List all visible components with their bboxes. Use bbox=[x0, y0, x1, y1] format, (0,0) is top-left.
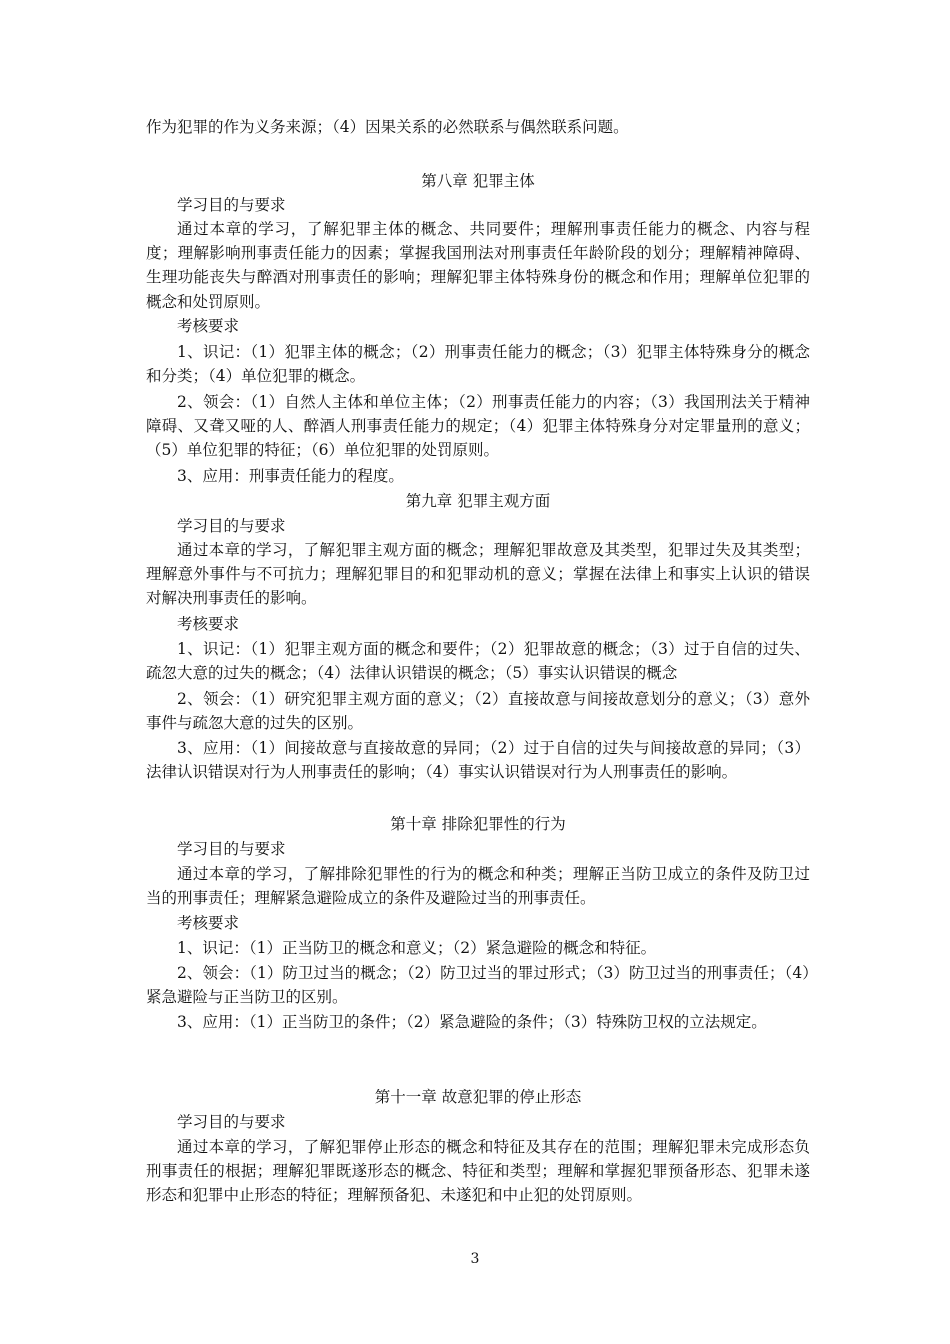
paragraph-continuation: 作为犯罪的作为义务来源；（4）因果关系的必然联系与偶然联系问题。 bbox=[146, 118, 629, 136]
chapter-8-comprehend: 2、领会：（1）自然人主体和单位主体；（2）刑事责任能力的内容；（3）我国刑法关于精神障碍、又聋又哑的人、醉酒人刑事责任能力的规定；（4）犯罪主体特殊身分对定罪量刑的意义；（5）单位犯罪的特征；（6）单位犯罪的处罚原则。 bbox=[146, 393, 810, 460]
chapter-9-assessment-label: 考核要求 bbox=[177, 615, 240, 633]
chapter-8-recall: 1、识记：（1）犯罪主体的概念；（2）刑事责任能力的概念；（3）犯罪主体特殊身分的概念和分类；（4）单位犯罪的概念。 bbox=[146, 343, 810, 386]
chapter-9-goals-label: 学习目的与要求 bbox=[177, 517, 286, 535]
chapter-9-goals-text: 通过本章的学习，了解犯罪主观方面的概念；理解犯罪故意及其类型，犯罪过失及其类型；理解意外事件与不可抗力；理解犯罪目的和犯罪动机的意义；掌握在法律上和事实上认识的错误对解决刑事责任的影响。 bbox=[146, 541, 810, 608]
chapter-11-goals-text: 通过本章的学习，了解犯罪停止形态的概念和特征及其存在的范围；理解犯罪未完成形态负刑事责任的根据；理解犯罪既遂形态的概念、特征和类型；理解和掌握犯罪预备形态、犯罪未遂形态和犯罪中止形态的特征；理解预备犯、未遂犯和中止犯的处罚原则。 bbox=[146, 1138, 810, 1205]
chapter-10-goals-label: 学习目的与要求 bbox=[177, 840, 286, 858]
chapter-8-goals-text: 通过本章的学习，了解犯罪主体的概念、共同要件；理解刑事责任能力的概念、内容与程度；理解影响刑事责任能力的因素；掌握我国刑法对刑事责任年龄阶段的划分；理解精神障碍、生理功能丧失与醉酒对刑事责任的影响；理解犯罪主体特殊身份的概念和作用；理解单位犯罪的概念和处罚原则。 bbox=[146, 220, 810, 311]
chapter-9-apply: 3、应用：（1）间接故意与直接故意的异同；（2）过于自信的过失与间接故意的异同；（3）法律认识错误对行为人刑事责任的影响；（4）事实认识错误对行为人刑事责任的影响。 bbox=[146, 739, 810, 782]
chapter-8-goals-label: 学习目的与要求 bbox=[177, 196, 286, 214]
chapter-10-assessment-label: 考核要求 bbox=[177, 914, 240, 932]
chapter-9-recall: 1、识记：（1）犯罪主观方面的概念和要件；（2）犯罪故意的概念；（3）过于自信的过失、疏忽大意的过失的概念；（4）法律认识错误的概念；（5）事实认识错误的概念 bbox=[146, 640, 810, 683]
chapter-9-comprehend: 2、领会：（1）研究犯罪主观方面的意义；（2）直接故意与间接故意划分的意义；（3）意外事件与疏忽大意的过失的区别。 bbox=[146, 690, 810, 733]
chapter-8-heading: 第八章 犯罪主体 bbox=[421, 172, 535, 190]
chapter-8-assessment-label: 考核要求 bbox=[177, 317, 240, 335]
chapter-10-heading: 第十章 排除犯罪性的行为 bbox=[390, 815, 566, 833]
chapter-10-recall: 1、识记：（1）正当防卫的概念和意义；（2）紧急避险的概念和特征。 bbox=[177, 939, 657, 957]
page-number: 3 bbox=[470, 1251, 480, 1267]
chapter-10-goals-text: 通过本章的学习，了解排除犯罪性的行为的概念和种类；理解正当防卫成立的条件及防卫过当的刑事责任；理解紧急避险成立的条件及避险过当的刑事责任。 bbox=[146, 865, 810, 908]
chapter-10-comprehend: 2、领会：（1）防卫过当的概念；（2）防卫过当的罪过形式；（3）防卫过当的刑事责任；（4）紧急避险与正当防卫的区别。 bbox=[146, 964, 810, 1007]
chapter-10-apply: 3、应用：（1）正当防卫的条件；（2）紧急避险的条件；（3）特殊防卫权的立法规定。 bbox=[177, 1013, 767, 1031]
chapter-9-heading: 第九章 犯罪主观方面 bbox=[405, 492, 551, 510]
chapter-11-heading: 第十一章 故意犯罪的停止形态 bbox=[374, 1088, 582, 1106]
chapter-8-apply: 3、应用：刑事责任能力的程度。 bbox=[177, 467, 404, 485]
chapter-11-goals-label: 学习目的与要求 bbox=[177, 1113, 286, 1131]
